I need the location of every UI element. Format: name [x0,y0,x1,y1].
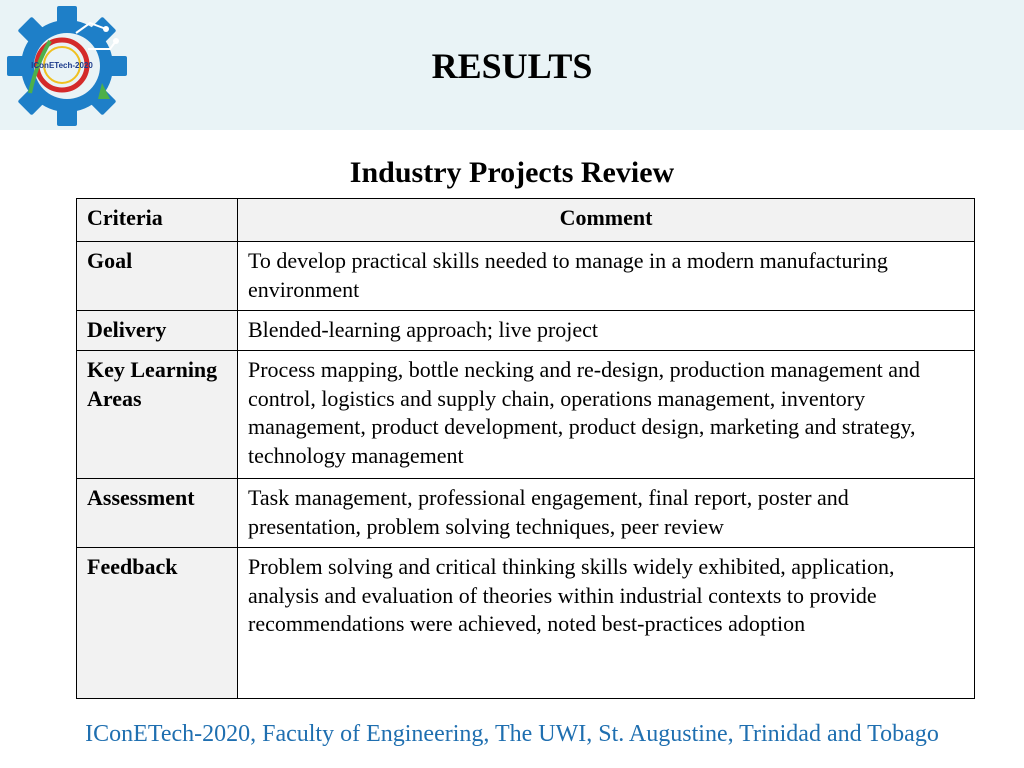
comment-cell: Task management, professional engagement, final report, poster and presentation, problem solving techniques, peer review [238,479,975,548]
table-row [77,311,975,351]
table-row [77,548,975,699]
criteria-cell: Goal [77,242,238,311]
table-title: Industry Projects Review [349,156,675,189]
comment-cell: To develop practical skills needed to manage in a modern manufacturing environment [238,242,975,311]
criteria-cell: Assessment [77,479,238,548]
column-header-comment: Comment [238,199,975,242]
criteria-cell: Feedback [77,548,238,699]
logo-text: IConETech-2020 [31,61,93,70]
slide-title: RESULTS [431,46,593,86]
criteria-cell: Delivery [77,311,238,351]
table-row [77,351,975,479]
table-row [77,242,975,311]
table-header-row [77,199,975,242]
comment-cell: Problem solving and critical thinking skills widely exhibited, application, analysis and evaluation of theories within industrial contexts to provide recommendations were achieved, noted best-practices adoption [238,548,975,699]
column-header-criteria: Criteria [77,199,238,242]
comment-cell: Process mapping, bottle necking and re-design, production management and control, logistics and supply chain, operations management, inventory management, product development, product design, marketing and strategy, technology management [238,351,975,479]
footer-credit: IConETech-2020, Faculty of Engineering, The UWI, St. Augustine, Trinidad and Tobago [85,721,939,747]
criteria-cell: Key Learning Areas [77,351,238,479]
table-row [77,479,975,548]
comment-cell: Blended-learning approach; live project [238,311,975,351]
review-table [76,198,975,699]
